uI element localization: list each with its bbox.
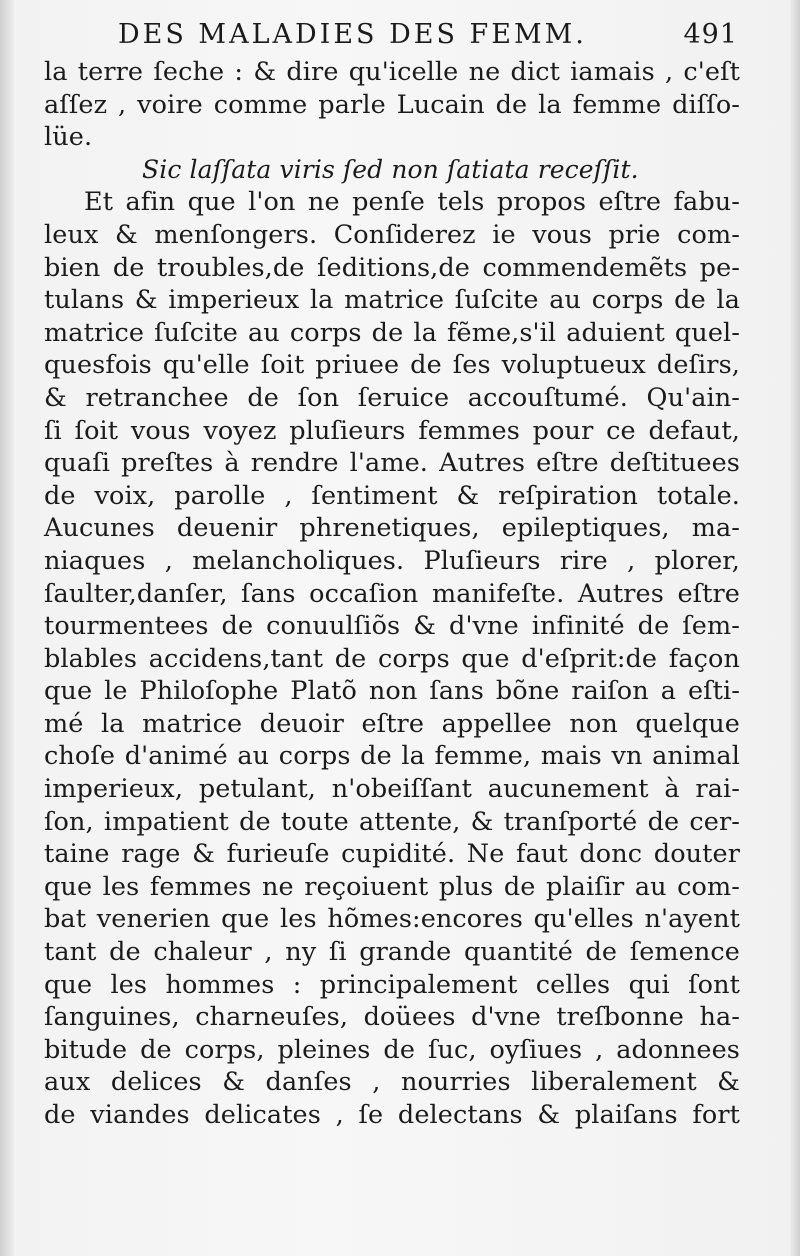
latin-quotation: Sic laſſata viris ſed non ſatiata receſſit.: [142, 154, 639, 184]
body-text: [44, 56, 740, 1132]
text-line: niaques , melancholiques. Pluſieurs rire , plorer,: [44, 545, 740, 576]
text-line: tourmentees de conuulſiõs & d'vne infinité de ſem-: [44, 611, 740, 642]
page-edge: [790, 0, 800, 1256]
text-line: que les femmes ne reçoiuent plus de plaiſir au com-: [44, 871, 740, 902]
text-line: Aucunes deuenir phrenetiques, epileptiques, ma-: [44, 513, 740, 544]
text-line: que le Philoſophe Platõ non ſans bõne raiſon a eſti-: [44, 676, 740, 707]
text-line: ſanguines, charneuſes, doüees d'vne treſbonne ha-: [44, 1002, 740, 1033]
text-line: de voix, parolle , ſentiment & reſpiration totale.: [44, 480, 740, 511]
text-line: imperieux, petulant, n'obeiſſant aucunement à rai-: [44, 774, 740, 805]
running-head-title: DES MALADIES DES FEMM.: [118, 19, 587, 50]
page-number: 491: [683, 19, 738, 50]
text-line: taine rage & furieuſe cupidité. Ne faut donc douter: [44, 839, 740, 870]
text-line: leux & menſongers. Conſiderez ie vous prie com-: [44, 219, 740, 250]
text-line: ſi ſoit vous voyez pluſieurs femmes pour ce defaut,: [44, 415, 740, 446]
text-line: ſon, impatient de toute attente, & tranſporté de cer-: [44, 806, 740, 837]
text-line: aſſez , voire comme parle Lucain de la femme diſſo-: [44, 89, 740, 120]
page-gutter: [0, 0, 14, 1256]
text-line: aux delices & danſes , nourries liberalement &: [44, 1067, 740, 1098]
text-line: matrice ſuſcite au corps de la fẽme,s'il aduient quel-: [44, 317, 740, 348]
running-head: [118, 16, 738, 54]
text-line: & retranchee de ſon ſeruice accouſtumé. Qu'ain-: [44, 382, 740, 413]
text-line: ſaulter,danſer, ſans occaſion manifeſte. Autres eſtre: [44, 578, 740, 609]
text-line: tulans & imperieux la matrice ſuſcite au corps de la: [44, 285, 740, 316]
text-line: quaſi preſtes à rendre l'ame. Autres eſtre deſtituees: [44, 448, 740, 479]
text-line: la terre ſeche : & dire qu'icelle ne dict iamais , c'eſt: [44, 57, 740, 87]
text-line: mé la matrice deuoir eſtre appellee non quelque: [44, 708, 740, 739]
text-line: blables accidens,tant de corps que d'eſprit:de façon: [44, 643, 740, 674]
text-line: bitude de corps, pleines de ſuc, oyſiues , adonnees: [44, 1034, 740, 1065]
text-line: bat venerien que les hõmes:encores qu'elles n'ayent: [44, 904, 740, 935]
paragraph-start: Et afin que l'on ne penſe tels propos eſtre fabu-: [84, 187, 740, 218]
text-line: de viandes delicates , ſe delectans & plaiſans fort: [44, 1100, 740, 1130]
text-line: que les hommes : principalement celles qui ſont: [44, 969, 740, 1000]
text-line: bien de troubles,de ſeditions,de commendemẽts pe-: [44, 252, 740, 283]
text-line: quesfois qu'elle ſoit priuee de ſes voluptueux deſirs,: [44, 350, 740, 381]
text-line: choſe d'animé au corps de la femme, mais vn animal: [44, 741, 740, 772]
text-line: lüe.: [44, 122, 93, 153]
text-line: tant de chaleur , ny ſi grande quantité de ſemence: [44, 937, 740, 968]
